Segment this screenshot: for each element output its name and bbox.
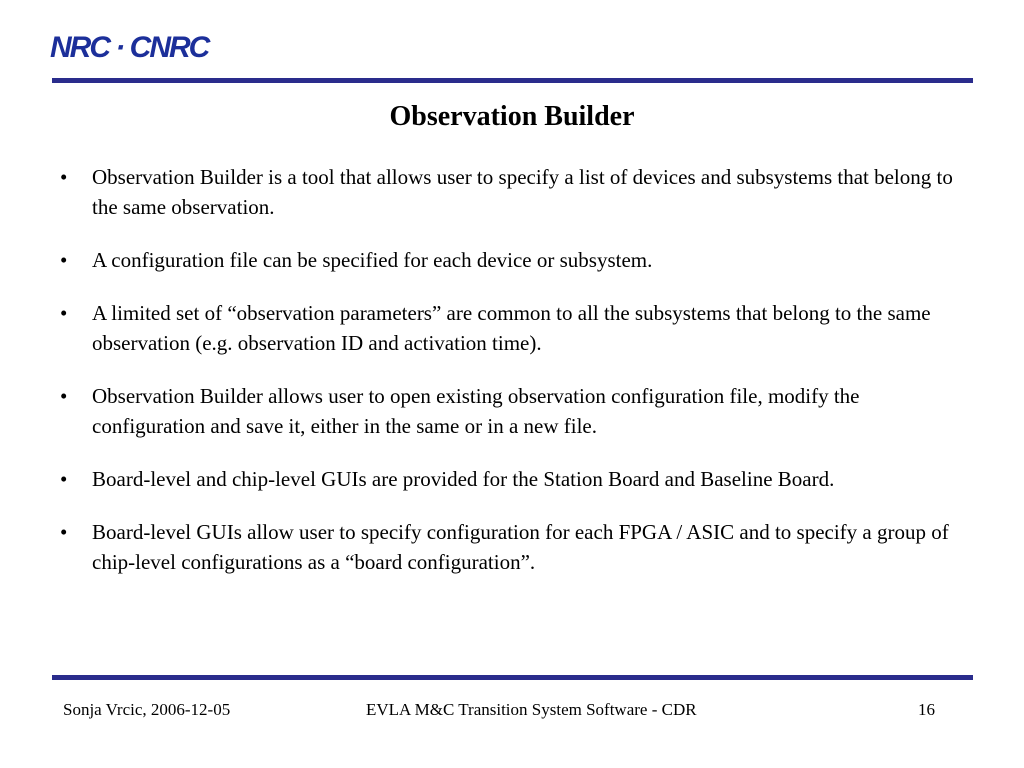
bullet-marker: •	[60, 301, 68, 325]
bullet-item	[60, 298, 960, 358]
bullet-item	[60, 464, 960, 494]
bullet-item	[60, 162, 960, 222]
footer-author-date: Sonja Vrcic, 2006-12-05	[63, 700, 231, 719]
bullet-text: A configuration file can be specified for each device or subsystem.	[92, 248, 653, 272]
bullet-marker: •	[60, 384, 68, 408]
bullet-text: A limited set of “observation parameters” are common to all the subsystems that belong to the same observation (e.g. observation ID and activation time).	[92, 301, 931, 355]
bullet-text: Board-level and chip-level GUIs are provided for the Station Board and Baseline Board.	[92, 467, 835, 491]
bullet-marker: •	[60, 520, 68, 544]
bullet-list	[60, 162, 960, 600]
footer-presentation-title: EVLA M&C Transition System Software - CDR	[366, 700, 697, 719]
slide-title: Observation Builder	[389, 101, 635, 132]
bullet-item	[60, 381, 960, 441]
bullet-text: Observation Builder is a tool that allows user to specify a list of devices and subsystems that belong to the same observation.	[92, 165, 953, 219]
bullet-marker: •	[60, 248, 68, 272]
footer-divider	[52, 675, 973, 680]
bullet-marker: •	[60, 165, 68, 189]
bullet-marker: •	[60, 467, 68, 491]
slide-number: 16	[918, 700, 935, 719]
nrc-cnrc-logo: NRC · CNRC	[50, 31, 209, 64]
bullet-text: Board-level GUIs allow user to specify configuration for each FPGA / ASIC and to specify a group of chip-level configurations as a “board configuration”.	[92, 520, 949, 574]
header-divider	[52, 78, 973, 83]
bullet-item	[60, 517, 960, 577]
bullet-text: Observation Builder allows user to open existing observation configuration file, modify the configuration and save it, either in the same or in a new file.	[92, 384, 860, 438]
bullet-item	[60, 245, 960, 275]
